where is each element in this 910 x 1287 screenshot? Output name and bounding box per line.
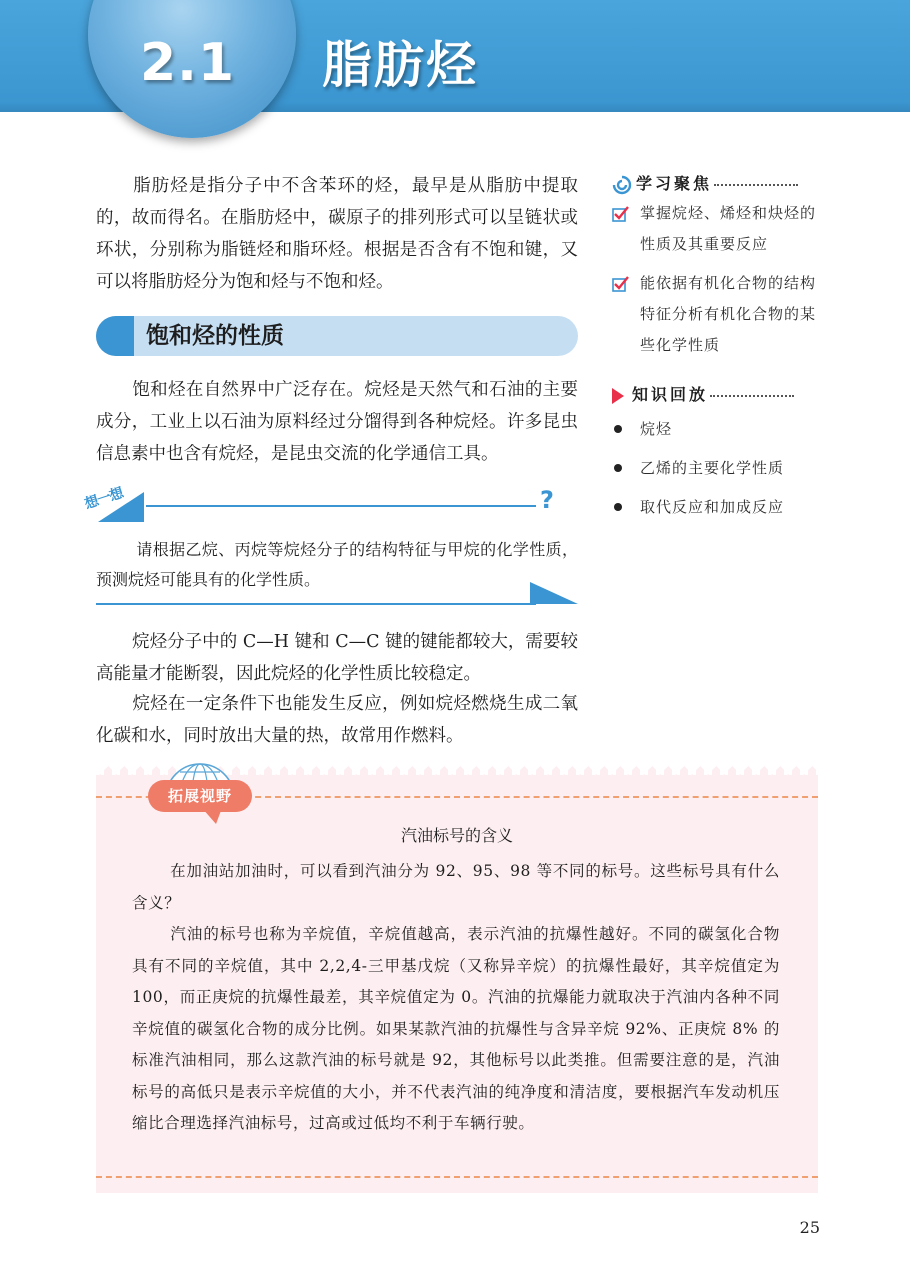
checkbox-checked-icon — [612, 275, 630, 293]
review-heading — [612, 383, 818, 407]
focus-item-1 — [612, 198, 818, 260]
extension-badge-label: 拓展视野 — [167, 787, 232, 805]
question-mark-icon: ? — [540, 486, 554, 514]
review-item-text-2: 乙烯的主要化学性质 — [640, 459, 785, 477]
focus-item-2 — [612, 268, 818, 361]
subsection-heading — [96, 316, 578, 356]
saturated-paragraph-2 — [96, 626, 578, 690]
review-item-3 — [612, 492, 818, 522]
checkbox-checked-icon — [612, 205, 630, 223]
intro-paragraph — [96, 170, 578, 298]
think-question — [96, 535, 578, 595]
section-title: 脂肪烃 — [322, 36, 478, 94]
think-divider-bottom — [96, 603, 536, 605]
intro-text: 脂肪烃是指分子中不含苯环的烃，最早是从脂肪中提取的，故而得名。在脂肪烃中，碳原子的排列形式可以呈链状或环状，分别称为脂链烃和脂环烃。根据是否含有不饱和键，又可以将脂肪烃分为饱和烃与不饱和烃。 — [96, 176, 578, 292]
saturated-paragraph-3 — [96, 688, 578, 752]
saturated-text-2: 烷烃分子中的 C—H 键和 C—C 键的键能都较大，需要较高能量才能断裂，因此烷烃的化学性质比较稳定。 — [96, 632, 578, 684]
red-arrow-icon — [612, 388, 624, 404]
bullet-icon — [614, 503, 622, 511]
saturated-paragraph-1 — [96, 374, 578, 470]
focus-title: 学习聚焦 — [636, 174, 713, 193]
think-arrow-icon — [530, 582, 578, 604]
extension-text-2: 汽油的标号也称为辛烷值，辛烷值越高，表示汽油的抗爆性越好。不同的碳氢化合物具有不同的辛烷值，其中 2,2,4-三甲基戊烷（又称异辛烷）的抗爆性最好，其辛烷值定为 100，而正庚烷的抗爆性最差，其辛烷值定为 0。汽油的抗爆能力就取决于汽油内各种不同辛烷值的碳氢化合物的成分比例。如果某款汽油的抗爆性与含异辛烷 92%、正庚烷 8% 的标准汽油相同，那么这款汽油的标号就是 92，其他标号以此类推。但需要注意的是，汽油标号的高低只是表示辛烷值的大小，并不代表汽油的纯净度和清洁度，要根据汽车发动机压缩比合理选择汽油标号，过高或过低均不利于车辆行驶。 — [132, 925, 780, 1132]
saturated-text-3: 烷烃在一定条件下也能发生反应，例如烷烃燃烧生成二氧化碳和水，同时放出大量的热，故常用作燃料。 — [96, 694, 578, 746]
review-item-text-1: 烷烃 — [640, 420, 673, 438]
section-number: 2.1 — [140, 33, 236, 93]
review-title: 知识回放 — [632, 385, 709, 404]
extension-paragraph-1 — [132, 856, 780, 919]
bullet-icon — [614, 425, 622, 433]
focus-item-text-1: 掌握烷烃、烯烃和炔烃的性质及其重要反应 — [640, 204, 817, 253]
review-item-2 — [612, 453, 818, 483]
heading-cap — [96, 316, 134, 356]
focus-heading — [612, 172, 818, 196]
think-divider-top — [146, 505, 536, 507]
think-question-text: 请根据乙烷、丙烷等烷烃分子的结构特征与甲烷的化学性质，预测烷烃可能具有的化学性质。 — [96, 540, 578, 589]
review-item-1 — [612, 414, 818, 444]
focus-item-text-2: 能依据有机化合物的结构特征分析有机化合物的某些化学性质 — [640, 274, 817, 354]
bullet-icon — [614, 464, 622, 472]
review-dotted-rule — [710, 395, 794, 397]
page-number: 25 — [799, 1218, 820, 1237]
extension-paragraph-2 — [132, 919, 780, 1140]
extension-dashed-bottom — [96, 1176, 818, 1178]
extension-text-1: 在加油站加油时，可以看到汽油分为 92、95、98 等不同的标号。这些标号具有什么含义？ — [132, 862, 780, 912]
focus-dotted-rule — [714, 184, 798, 186]
extension-badge — [148, 780, 252, 812]
extension-title: 汽油标号的含义 — [400, 826, 513, 845]
review-item-text-3: 取代反应和加成反应 — [640, 498, 785, 516]
subsection-title: 饱和烃的性质 — [146, 323, 284, 349]
think-label-text: 想一想 — [80, 482, 127, 514]
saturated-text-1: 饱和烃在自然界中广泛存在。烷烃是天然气和石油的主要成分，工业上以石油为原料经过分馏得到各种烷烃。许多昆虫信息素中也含有烷烃，是昆虫交流的化学通信工具。 — [96, 380, 578, 464]
focus-swirl-icon — [612, 175, 632, 195]
think-label — [82, 485, 146, 528]
